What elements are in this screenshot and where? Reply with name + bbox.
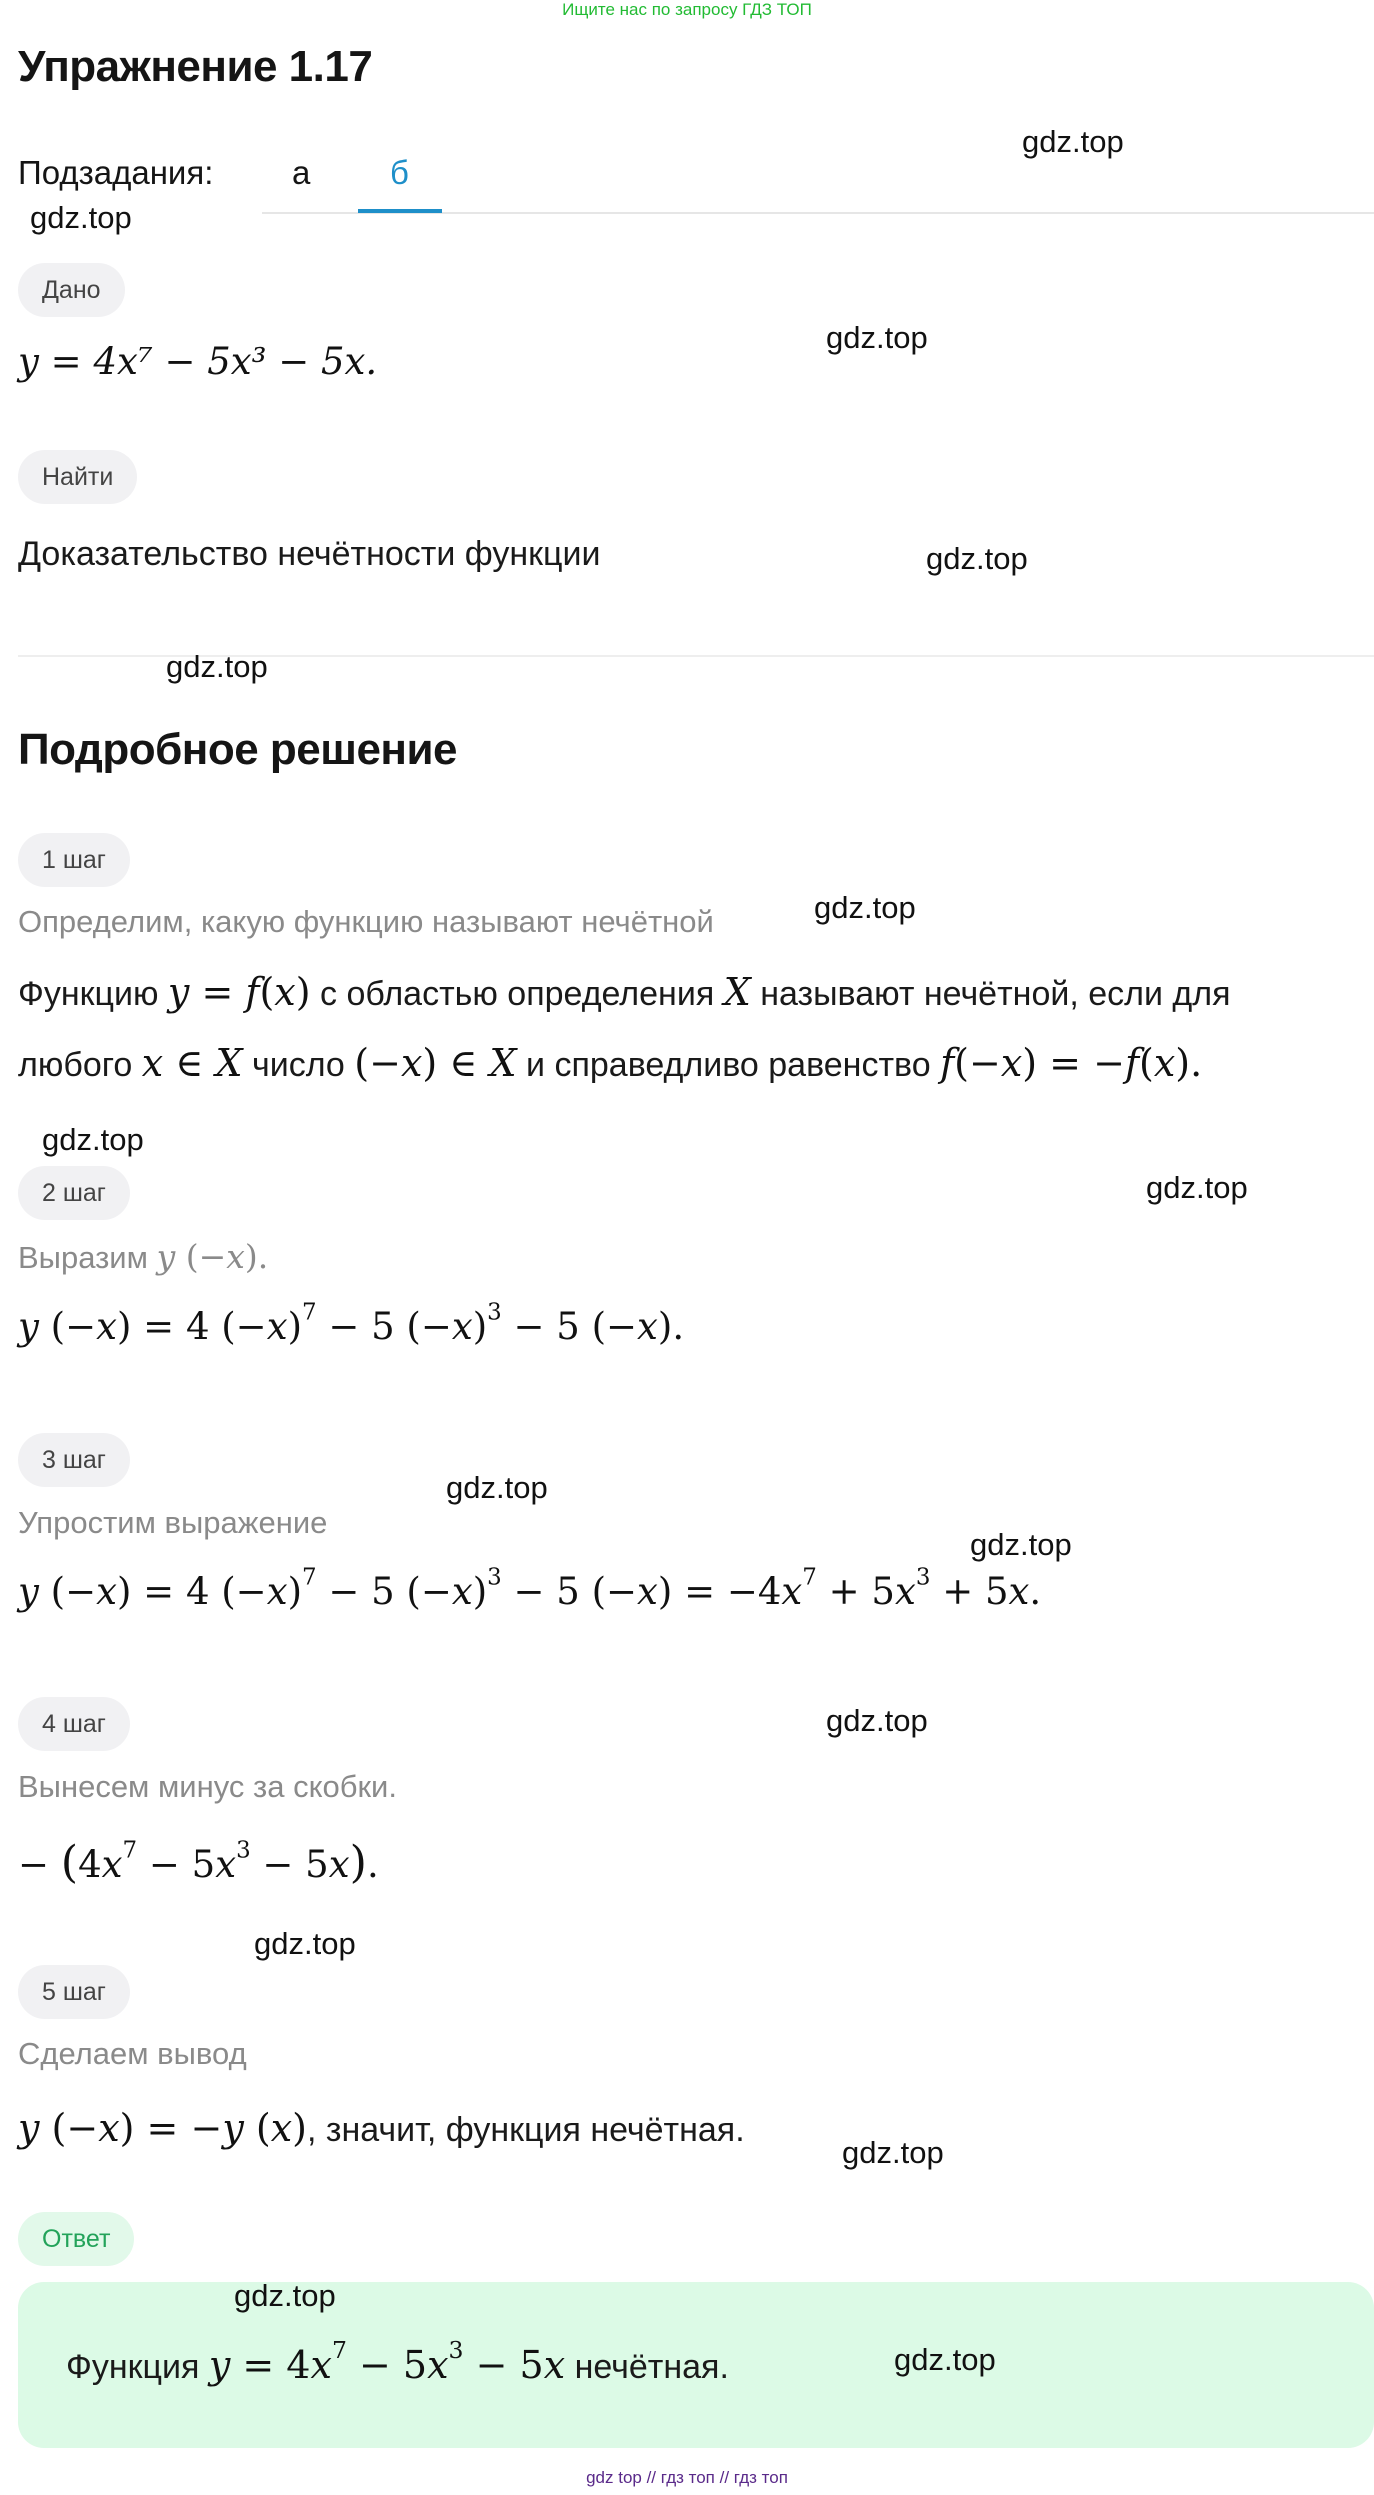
step-5-conclusion (18, 2106, 745, 2150)
answer-suffix: нечётная. (574, 2348, 729, 2386)
step-5-caption: Сделаем вывод (18, 2036, 247, 2071)
step-1-text-a: Функцию (18, 975, 159, 1013)
step-5-math: y (−x) = −y (x) (18, 2106, 307, 2150)
answer-text (66, 2335, 729, 2387)
step-1-math-a: y = f(x) (167, 970, 311, 1014)
step-1-math-c: x ∈ X (141, 1041, 243, 1085)
top-banner: Ищите нас по запросу ГДЗ ТОП (562, 0, 812, 19)
given-formula-rhs: 4x⁷ − 5x³ − 5x. (93, 340, 378, 383)
step-1-text-f: и справедливо равенство (526, 1046, 931, 1084)
step-1-math-b: X (723, 970, 751, 1014)
step-3-pill: 3 шаг (18, 1433, 130, 1487)
step-1-text-b: с областью определения (320, 975, 715, 1013)
step-1-pill: 1 шаг (18, 833, 130, 887)
watermark: gdz.top (234, 2278, 336, 2313)
step-4-caption: Вынесем минус за скобки. (18, 1769, 397, 1804)
subtasks-label: Подзадания: (18, 154, 214, 191)
find-text: Доказательство нечётности функции (18, 535, 601, 573)
watermark: gdz.top (894, 2342, 996, 2377)
answer-math: $y = 4x^7 - 5x^3 - 5x$ (208, 2335, 566, 2387)
step-1-line-2 (18, 1041, 1202, 1085)
watermark: gdz.top (842, 2135, 944, 2170)
step-2-caption-math: y (−x). (156, 1237, 269, 1276)
step-4-pill: 4 шаг (18, 1697, 130, 1751)
watermark: gdz.top (166, 649, 268, 684)
watermark: gdz.top (254, 1926, 356, 1961)
step-1-text-e: число (252, 1046, 345, 1084)
step-2-formula: y (−x) = 4 $(-x)^7 - 5$ $(-x)^3 - 5$ (−x). (18, 1299, 685, 1348)
tab-b[interactable]: б (390, 154, 409, 191)
watermark: gdz.top (970, 1527, 1072, 1562)
page-title: Упражнение 1.17 (18, 42, 373, 91)
watermark: gdz.top (30, 200, 132, 235)
active-tab-underline (358, 209, 442, 213)
step-1-math-d: (−x) ∈ X (354, 1041, 517, 1085)
given-pill: Дано (18, 263, 125, 317)
find-pill: Найти (18, 450, 137, 504)
given-formula: y = 4x⁷ − 5x³ − 5x. (18, 340, 378, 383)
answer-prefix: Функция (66, 2348, 200, 2386)
watermark: gdz.top (42, 1122, 144, 1157)
answer-pill: Ответ (18, 2212, 134, 2266)
watermark: gdz.top (826, 1703, 928, 1738)
step-5-pill: 5 шаг (18, 1965, 130, 2019)
watermark: gdz.top (1146, 1170, 1248, 1205)
tab-a[interactable]: а (292, 154, 311, 191)
given-formula-lhs: y (18, 340, 39, 383)
step-1-math-e: f(−x) = −f(x). (940, 1041, 1203, 1085)
step-2-pill: 2 шаг (18, 1166, 130, 1220)
step-5-conclusion-text: , значит, функция нечётная. (306, 2111, 745, 2149)
step-1-caption: Определим, какую функцию называют нечётной (18, 904, 714, 939)
step-1-text-c: называют нечётной, если для (760, 975, 1231, 1013)
step-2-caption-text: Выразим (18, 1240, 148, 1275)
solution-title: Подробное решение (18, 725, 458, 774)
watermark: gdz.top (814, 890, 916, 925)
step-1-line-1 (18, 970, 1231, 1014)
watermark: gdz.top (826, 320, 928, 355)
watermark: gdz.top (926, 541, 1028, 576)
step-3-formula: y (−x) = 4 $(-x)^7 - 5$ $(-x)^3 - 5$ $(-x) = -4x^7 + 5x^3 + 5x$. (18, 1564, 1042, 1613)
step-3-caption: Упростим выражение (18, 1505, 328, 1540)
watermark: gdz.top (1022, 124, 1124, 159)
watermark: gdz.top (446, 1470, 548, 1505)
step-1-text-d: любого (18, 1046, 133, 1084)
step-2-caption (18, 1237, 268, 1276)
step-4-formula: − $(4x^7 - 5x^3 - 5x)$. (18, 1837, 379, 1888)
footer: gdz top // гдз топ // гдз топ (586, 2468, 788, 2487)
